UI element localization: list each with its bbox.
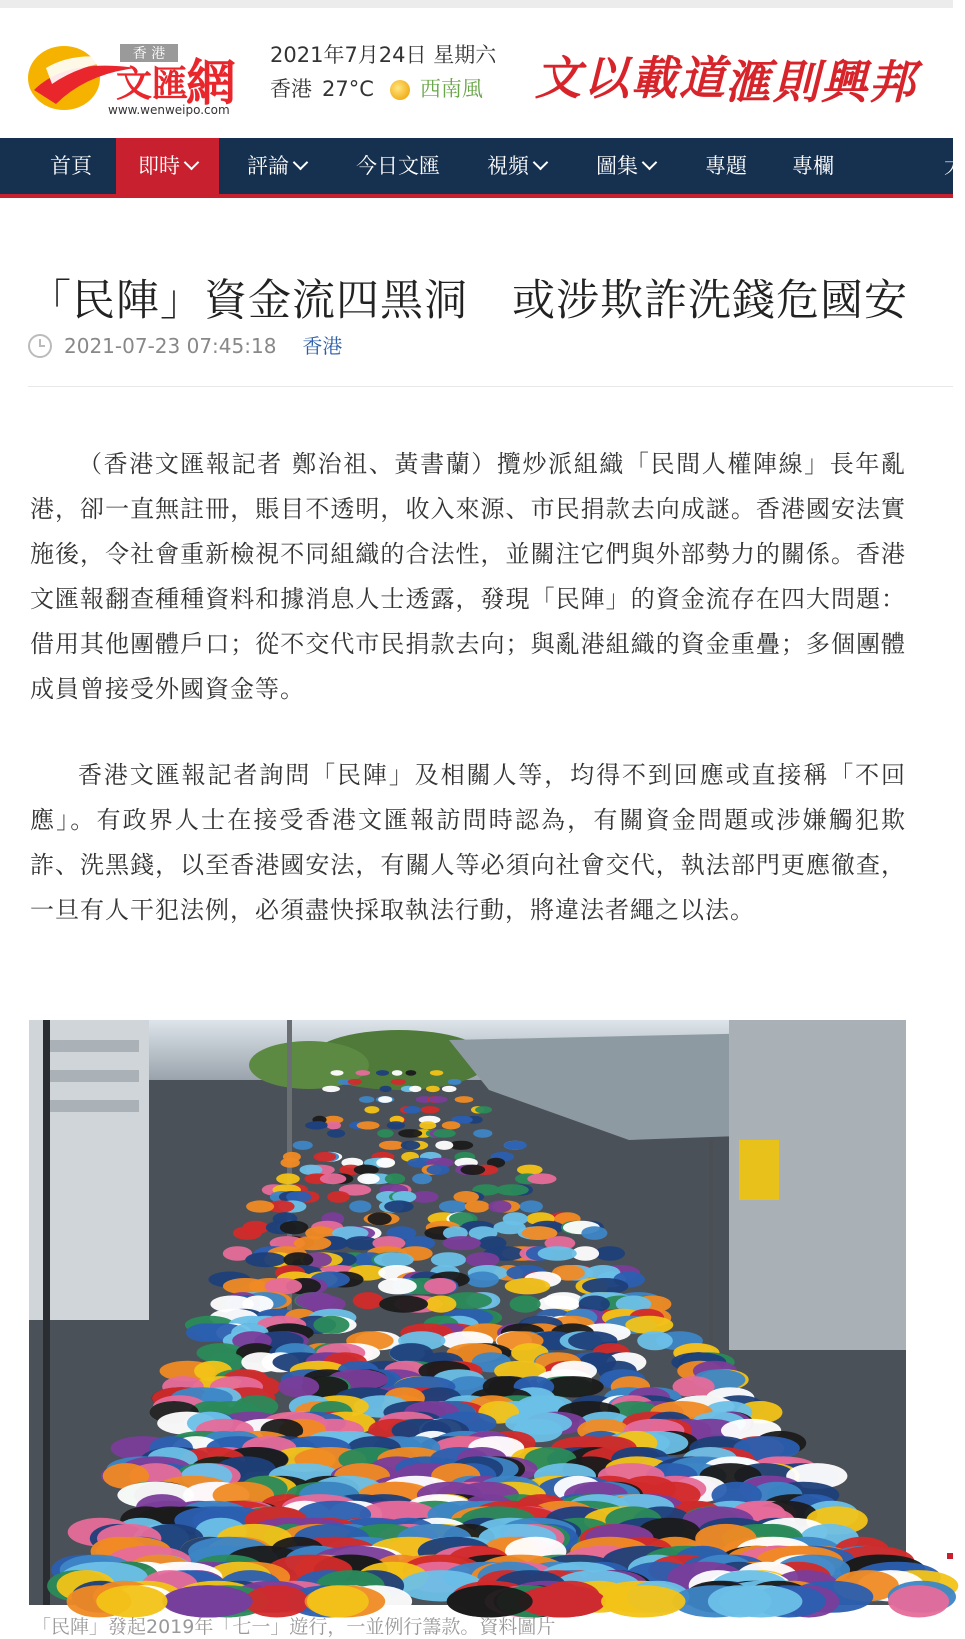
svg-text:網: 網 (186, 54, 236, 112)
nav-home[interactable] (50, 138, 92, 194)
nav-label: 即時 (138, 154, 180, 178)
svg-text:文匯: 文匯 (116, 64, 189, 105)
article-paragraph: （香港文匯報記者 鄭治祖、黃書蘭）攬炒派組織「民間人權陣線」長年亂港，卻一直無註冊，賬目不透明，收入來源、市民捐款去向成謎。香港國安法實施後，令社會重新檢視不同組織的合法性，並關注它們與外部勢力的關係。香港文匯報翻查種種資料和據消息人士透露，發現「民陣」的資金流存在四大問題：借用其他團體戶口；從不交代市民捐款去向；與亂港組織的資金重疊；多個團體成員曾接受外國資金等。 (30, 450, 906, 703)
nav-topics[interactable] (705, 138, 747, 194)
nav-today[interactable] (356, 138, 440, 194)
svg-text:www.wenweipo.com: www.wenweipo.com (108, 103, 230, 117)
wind-text: 西南風 (419, 77, 483, 101)
chevron-down-icon (184, 155, 200, 171)
wenweipo-logo[interactable] (26, 38, 256, 118)
edge-marker (947, 1553, 953, 1559)
nav-commentary[interactable] (247, 138, 306, 194)
nav-label: 首頁 (50, 154, 92, 178)
article-photo[interactable] (29, 1020, 906, 1605)
article-meta (28, 330, 342, 360)
nav-label: 視頻 (487, 154, 529, 178)
main-nav (0, 138, 965, 198)
chevron-down-icon (293, 155, 309, 171)
article-paragraph: 香港文匯報記者詢問「民陣」及相關人等，均得不到回應或直接稱「不回應」。有政界人士在接受香港文匯報訪問時認為，有關資金問題或涉嫌觸犯欺詐、洗黑錢，以至香港國安法，有關人等必須向社會交代，執法部門更應徹查，一旦有人干犯法例，必須盡快採取執法行動，將違法者繩之以法。 (30, 761, 906, 924)
nav-label: 專題 (705, 154, 747, 178)
article-timestamp: 2021-07-23 07:45:18 (64, 334, 277, 358)
article-location-link[interactable]: 香港 (302, 334, 343, 358)
nav-label: 評論 (247, 154, 289, 178)
chevron-down-icon (533, 155, 549, 171)
date-weather (270, 38, 496, 106)
nav-columns[interactable] (792, 138, 834, 194)
nav-label: 今日文匯 (356, 154, 440, 178)
article-title: 「民陣」資金流四黑洞 或涉欺詐洗錢危國安 (28, 275, 908, 326)
nav-more[interactable] (944, 138, 965, 194)
nav-video[interactable] (487, 138, 546, 194)
nav-instant[interactable] (116, 138, 219, 194)
svg-text:文以載道: 文以載道 (535, 51, 727, 105)
photo-caption: 「民陣」發起2019年「七一」遊行，一並例行籌款。資料圖片 (32, 1616, 556, 1638)
nav-label: 圖集 (596, 154, 638, 178)
divider (28, 386, 953, 387)
top-strip (0, 0, 953, 8)
svg-text:香 港: 香 港 (132, 46, 166, 62)
site-header (0, 8, 953, 138)
protest-crowd-image (29, 1020, 906, 1605)
nav-label: 大 (944, 154, 965, 178)
clock-icon (28, 334, 52, 358)
date-text: 2021年7月24日 星期六 (270, 43, 497, 67)
nav-gallery[interactable] (596, 138, 655, 194)
nav-label: 專欄 (792, 154, 834, 178)
svg-text:滙則興邦: 滙則興邦 (725, 55, 917, 109)
sun-icon (390, 80, 410, 100)
temperature-text: 27°C (322, 77, 374, 101)
city-text: 香港 (270, 77, 312, 101)
chevron-down-icon (642, 155, 658, 171)
calligraphy-slogan (535, 38, 917, 118)
